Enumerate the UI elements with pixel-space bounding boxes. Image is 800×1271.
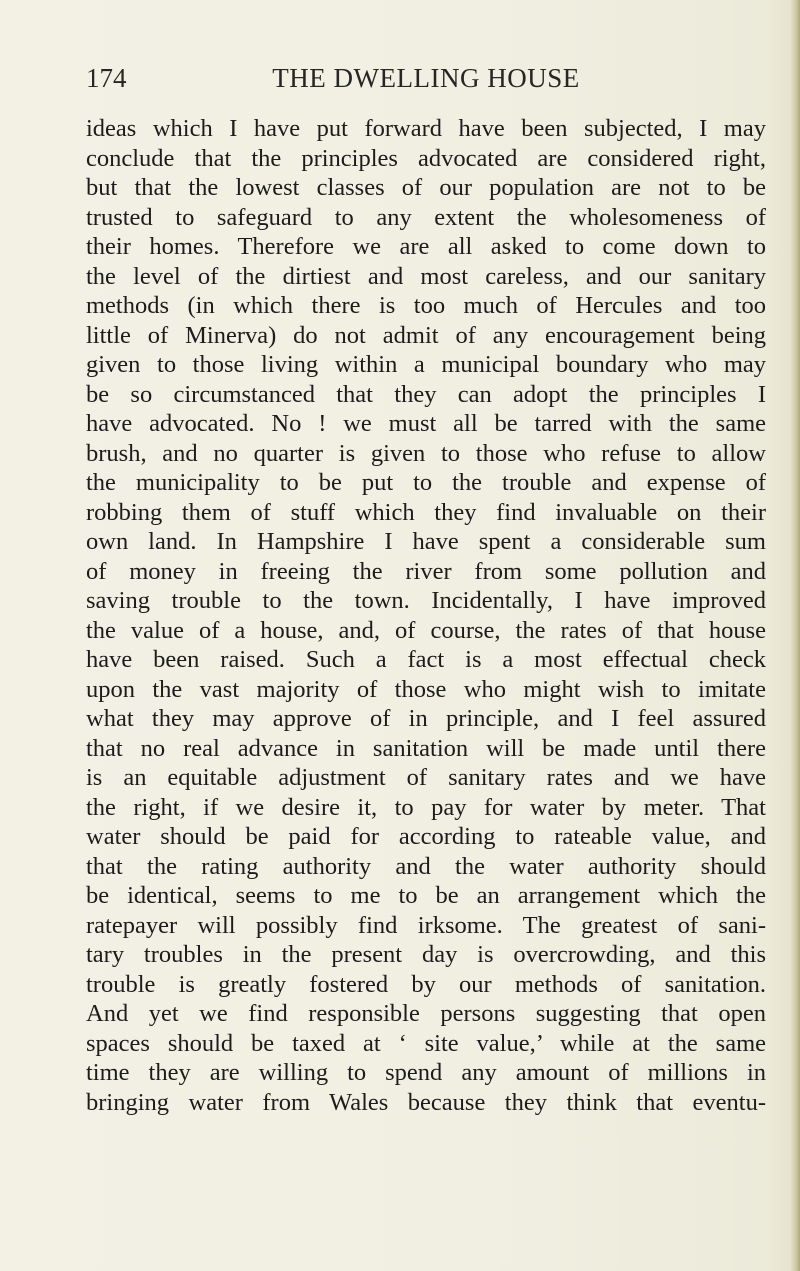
- text-line: water should be paid for according to rateable value, and: [86, 823, 766, 850]
- text-line: that no real advance in sanitation will be made until there: [86, 734, 766, 762]
- text-line: given to those living within a municipal boundary who may: [86, 351, 766, 378]
- body-text: [86, 114, 766, 1117]
- text-line: that the rating authority and the water authority should: [86, 852, 766, 880]
- text-line: upon the vast majority of those who might wish to imitate: [86, 675, 766, 703]
- text-line: trusted to safeguard to any extent the wholesomeness of: [86, 203, 766, 231]
- text-line: methods (in which there is too much of Hercules and too: [86, 292, 766, 319]
- text-line: ratepayer will possibly find irksome. The greatest of sani-: [86, 911, 766, 939]
- text-line: the value of a house, and, of course, the rates of that house: [86, 616, 766, 644]
- text-line: brush, and no quarter is given to those who refuse to allow: [86, 439, 766, 467]
- text-line: the right, if we desire it, to pay for water by meter. That: [86, 793, 766, 821]
- text-line: bringing water from Wales because they think that eventu-: [86, 1088, 766, 1116]
- text-line: but that the lowest classes of our population are not to be: [86, 174, 766, 201]
- text-line: saving trouble to the town. Incidentally, I have improved: [86, 587, 766, 614]
- text-line: spaces should be taxed at ‘ site value,’ while at the same: [86, 1029, 766, 1057]
- text-line: time they are willing to spend any amount of millions in: [86, 1059, 766, 1086]
- text-line: And yet we find responsible persons suggesting that open: [86, 1000, 766, 1027]
- running-head: [86, 60, 766, 96]
- text-line: their homes. Therefore we are all asked to come down to: [86, 233, 766, 260]
- text-line: ideas which I have put forward have been subjected, I may: [86, 115, 766, 142]
- text-line: conclude that the principles advocated are considered right,: [86, 144, 766, 172]
- text-line: trouble is greatly fostered by our methods of sanitation.: [86, 970, 766, 998]
- text-line: the municipality to be put to the trouble and expense of: [86, 469, 766, 496]
- page-edge-shadow: [790, 0, 800, 1271]
- text-line: be so circumstanced that they can adopt the principles I: [86, 380, 766, 408]
- text-line: have been raised. Such a fact is a most effectual check: [86, 646, 766, 673]
- text-line: of money in freeing the river from some pollution and: [86, 557, 766, 585]
- text-line: is an equitable adjustment of sanitary rates and we have: [86, 764, 766, 791]
- text-line: own land. In Hampshire I have spent a considerable sum: [86, 528, 766, 555]
- text-line: have advocated. No ! we must all be tarred with the same: [86, 410, 766, 437]
- text-line: the level of the dirtiest and most careless, and our sanitary: [86, 262, 766, 290]
- text-line: tary troubles in the present day is overcrowding, and this: [86, 941, 766, 968]
- text-line: what they may approve of in principle, and I feel assured: [86, 705, 766, 732]
- text-line: be identical, seems to me to be an arrangement which the: [86, 882, 766, 909]
- page-number: 174: [86, 63, 127, 93]
- text-line: robbing them of stuff which they find invaluable on their: [86, 498, 766, 526]
- text-line: little of Minerva) do not admit of any encouragement being: [86, 321, 766, 349]
- running-title: THE DWELLING HOUSE: [272, 63, 580, 93]
